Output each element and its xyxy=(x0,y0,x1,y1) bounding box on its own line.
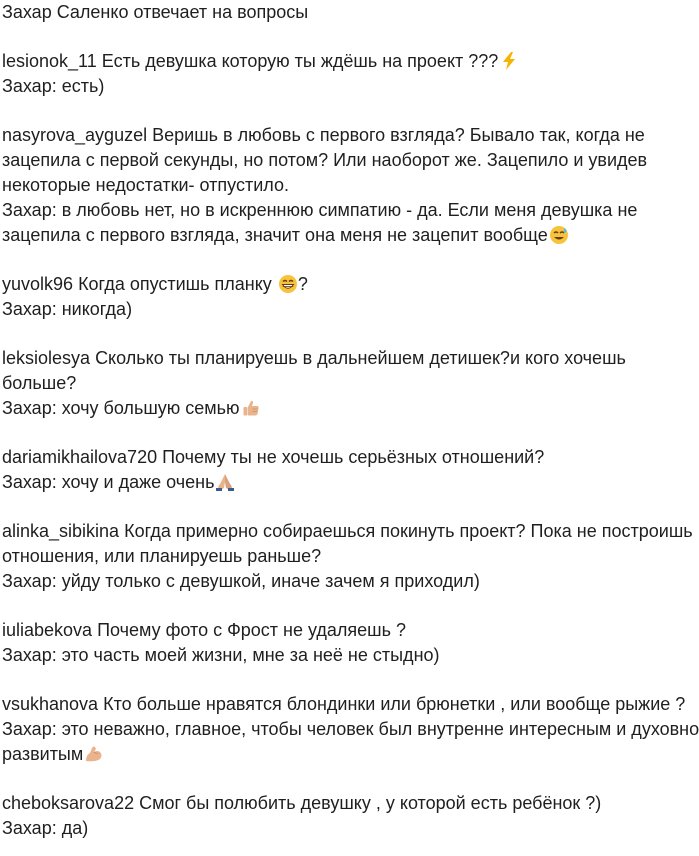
qa-item xyxy=(2,346,692,421)
page-title: Захар Саленко отвечает на вопросы xyxy=(2,2,309,22)
answer-label: Захар: xyxy=(2,645,57,665)
question xyxy=(2,519,692,544)
answer-label: Захар: xyxy=(2,818,57,838)
question-text: Почему фото с Фрост не удаляешь ? xyxy=(97,620,406,640)
question-continued: некоторые недостатки- отпустило. xyxy=(2,175,289,195)
grin-icon xyxy=(278,274,298,294)
answer-continued: зацепила с первого взгляда, значит она меня не зацепит вообще xyxy=(2,223,692,248)
question-user: lesionok_11 xyxy=(2,51,97,71)
answer-text: хочу большую семью xyxy=(61,398,240,418)
answer-text: хочу и даже очень xyxy=(61,472,215,492)
answer-label: Захар: xyxy=(2,398,57,418)
question xyxy=(2,49,692,74)
answer-label: Захар: xyxy=(2,76,57,96)
answer xyxy=(2,74,692,99)
thumbs-up-icon xyxy=(241,398,261,418)
answer-label: Захар: xyxy=(2,200,57,220)
answer-text: уйду только с девушкой, иначе зачем я приходил) xyxy=(61,571,480,591)
answer-label: Захар: xyxy=(2,299,57,319)
qa-item xyxy=(2,618,692,668)
question-continued: больше? xyxy=(2,373,77,393)
question-text: Почему ты не хочешь серьёзных отношений? xyxy=(162,447,545,467)
answer-text: это часть моей жизни, мне за неё не стыдно) xyxy=(61,645,440,665)
answer xyxy=(2,569,692,594)
answer-label: Захар: xyxy=(2,571,57,591)
question-user: iuliabekova xyxy=(2,620,93,640)
question-user: nasyrova_ayguzel xyxy=(2,125,148,145)
qa-item xyxy=(2,445,692,495)
question-text: Есть девушка которую ты ждёшь на проект ??? xyxy=(101,51,499,71)
question xyxy=(2,272,692,297)
question xyxy=(2,445,692,470)
answer xyxy=(2,816,692,841)
answer-text: да) xyxy=(61,818,89,838)
question-text: Смог бы полюбить девушку , у которой есть ребёнок ?) xyxy=(139,793,602,813)
answer-text: никогда) xyxy=(61,299,133,319)
qa-item xyxy=(2,49,692,99)
question xyxy=(2,618,692,643)
sweat-smile-icon xyxy=(549,225,569,245)
question-user: alinka_sibikina xyxy=(2,521,120,541)
answer xyxy=(2,297,692,322)
question xyxy=(2,123,692,148)
question-user: cheboksarova22 xyxy=(2,793,135,813)
answer xyxy=(2,470,692,495)
qa-item xyxy=(2,791,692,841)
qa-item xyxy=(2,123,692,248)
qa-item xyxy=(2,519,692,594)
answer-continued: развитым xyxy=(2,742,692,767)
answer-text: это неважно, главное, чтобы человек был внутренне интересным и духовно xyxy=(61,719,699,739)
qa-item xyxy=(2,272,692,322)
question-text: Веришь в любовь с первого взгляда? Бывало так, когда не xyxy=(152,125,645,145)
question-continued: зацепила с первой секунды, но потом? Или наоборот же. Зацепило и увидев xyxy=(2,150,648,170)
question xyxy=(2,692,692,717)
answer xyxy=(2,643,692,668)
answer-label: Захар: xyxy=(2,472,57,492)
question xyxy=(2,791,692,816)
answer xyxy=(2,198,692,223)
lightning-icon xyxy=(499,51,519,71)
qa-item xyxy=(2,692,699,767)
answer xyxy=(2,396,692,421)
question-user: leksiolesya xyxy=(2,348,91,368)
question-continued: отношения, или планируешь раньше? xyxy=(2,546,322,566)
flexed-biceps-icon xyxy=(84,744,104,764)
document xyxy=(2,0,699,841)
question xyxy=(2,346,692,371)
answer-text: в любовь нет, но в искреннюю симпатию - да. Если меня девушка не xyxy=(61,200,638,220)
question-user: vsukhanova xyxy=(2,694,99,714)
question-user: dariamikhailova720 xyxy=(2,447,158,467)
folded-hands-icon xyxy=(215,472,235,492)
question-text: Когда опустишь планку xyxy=(78,274,272,294)
question-tail: ? xyxy=(297,274,308,294)
question-text: Кто больше нравятся блондинки или брюнетки , или вообще рыжие ? xyxy=(103,694,686,714)
question-user: yuvolk96 xyxy=(2,274,74,294)
question-text: Когда примерно собираешься покинуть проект? Пока не построишь xyxy=(124,521,693,541)
answer-text: есть) xyxy=(61,76,105,96)
question-text: Сколько ты планируешь в дальнейшем детишек?и кого хочешь xyxy=(95,348,626,368)
answer xyxy=(2,717,699,742)
answer-label: Захар: xyxy=(2,719,57,739)
